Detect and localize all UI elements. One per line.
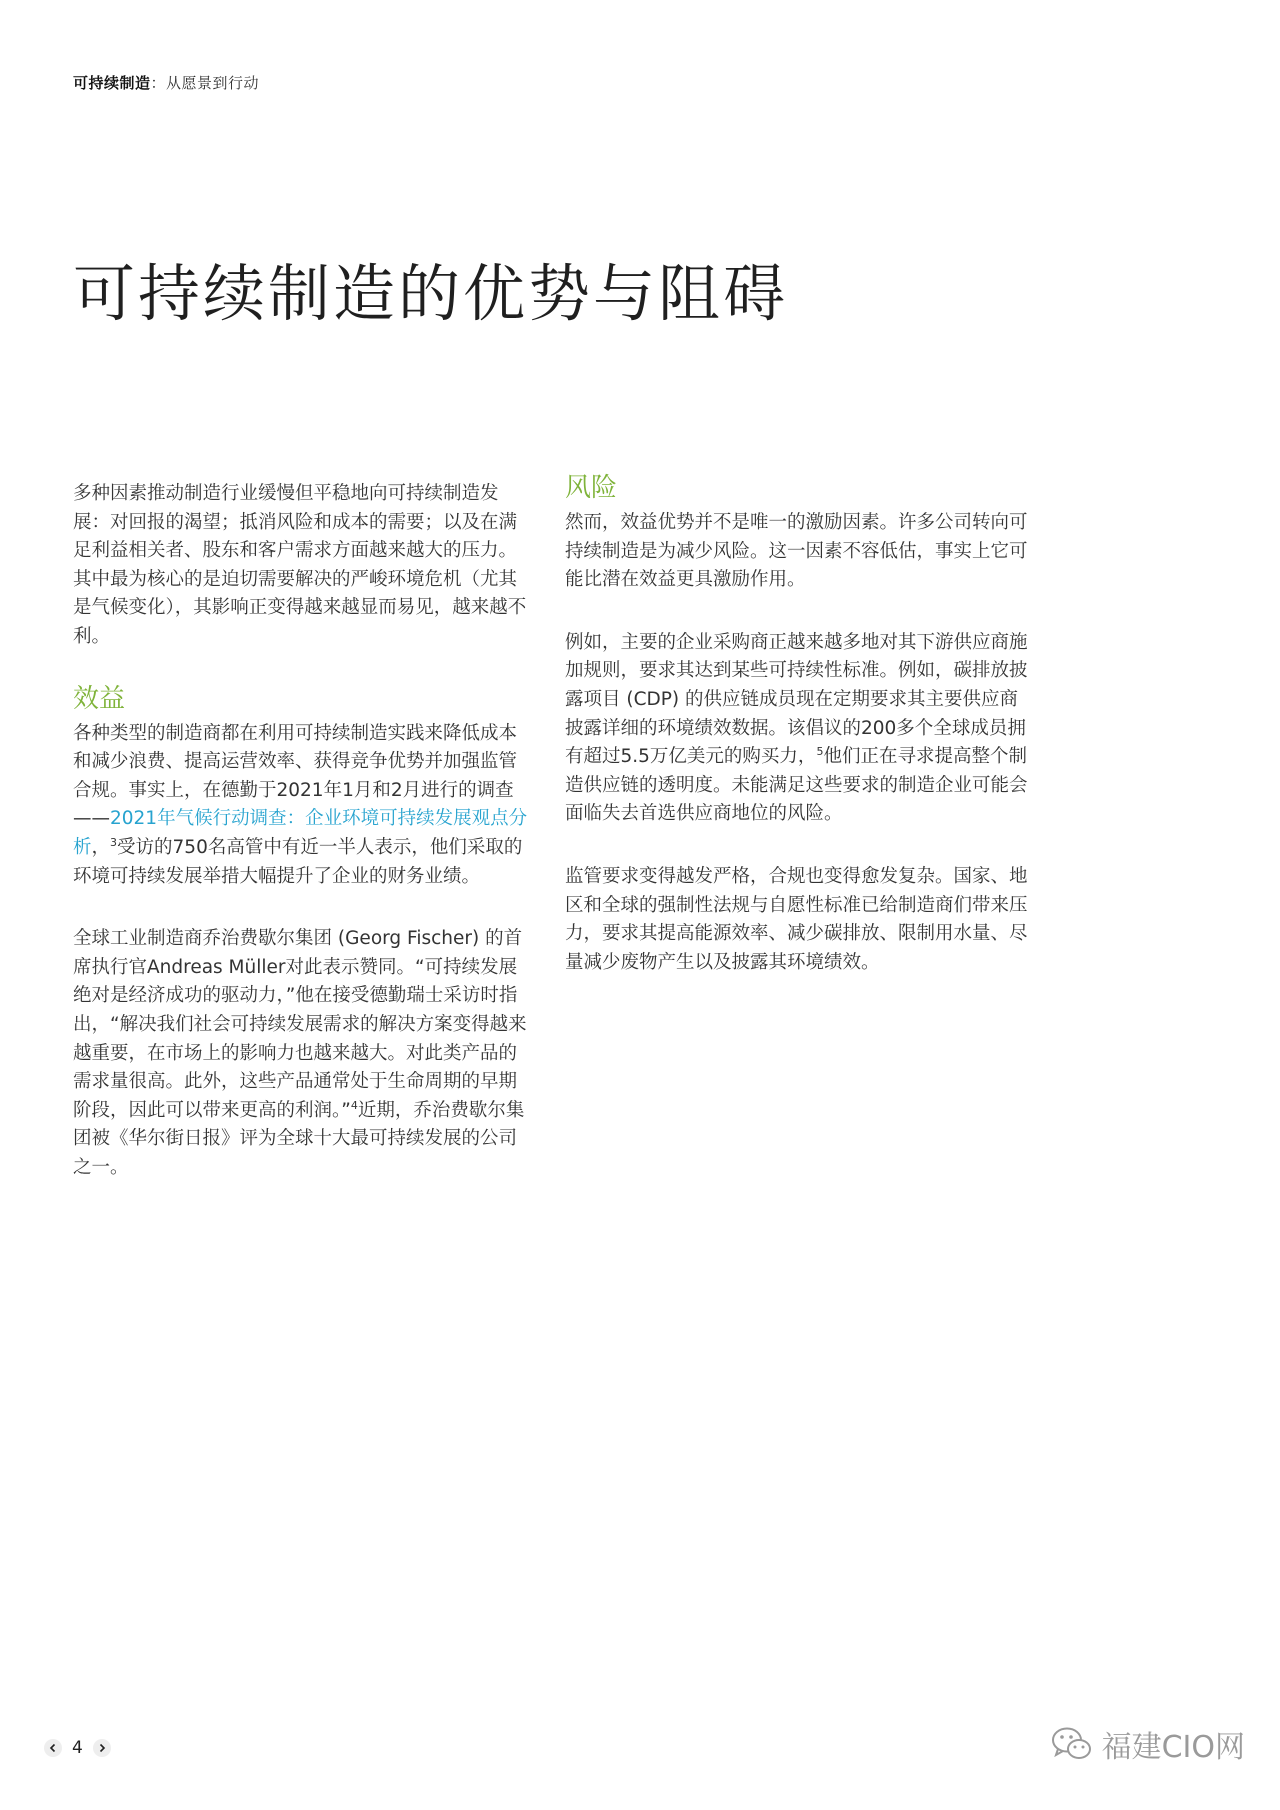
benefits-paragraph-1 [73, 720, 533, 892]
risk-paragraph-2 [565, 629, 1035, 829]
benefits-p2-text: 全球工业制造商乔治费歇尔集团 (Georg Fischer) 的首席执行官Andreas Müller对此表示赞同。“可持续发展绝对是经济成功的驱动力，”他在接受德勤瑞士采访时指出，“解决我们社会可持续发展需求的解决方案变得越来越重要，在市场上的影响力也越来越大。对此类产品的需求量很高。此外，这些产品通常处于生命周期的早期阶段，因此可以带来更高的利润。” [73, 928, 527, 1121]
benefits-heading: 效益 [73, 683, 126, 714]
page-footer [44, 1738, 111, 1758]
header-bold: 可持续制造 [73, 74, 151, 92]
risk-p2-tail: 他们正在寻求提高整个制造供应链的透明度。未能满足这些要求的制造企业可能会面临失去首选供应商地位的风险。 [565, 746, 1028, 825]
next-page-button[interactable] [93, 1739, 111, 1757]
watermark [1050, 1722, 1245, 1766]
wechat-icon [1050, 1724, 1094, 1764]
header-subtitle: 从愿景到行动 [166, 74, 260, 92]
risk-heading: 风险 [565, 473, 618, 503]
watermark-text: 福建CIO网 [1101, 1730, 1245, 1765]
benefits-p1-text: 各种类型的制造商都在利用可持续制造实践来降低成本和减少浪费、提高运营效率、获得竞争优势并加强监管合规。事实上，在德勤于2021年1月和2月进行的调查—— [73, 722, 518, 830]
right-column [565, 473, 1035, 1011]
risk-paragraph-1: 然而，效益优势并不是唯一的激励因素。许多公司转向可持续制造是为减少风险。这一因素不容低估，事实上它可能比潜在效益更具激励作用。 [565, 512, 1028, 591]
benefits-p1-tail: 受访的750名高管中有近一半人表示，他们采取的环境可持续发展举措大幅提升了企业的财务业绩。 [73, 836, 523, 887]
survey-link[interactable]: 2021年气候行动调查：企业环境可持续发展观点分析 [73, 808, 528, 858]
prev-page-button[interactable] [44, 1739, 62, 1757]
left-column [73, 480, 533, 1216]
benefits-paragraph-2 [73, 925, 533, 1182]
footnote-ref-3: 3 [110, 835, 118, 849]
page-number: 4 [72, 1738, 83, 1758]
chevron-right-icon [97, 1743, 107, 1753]
risk-p2-text: 例如，主要的企业采购商正越来越多地对其下游供应商施加规则，要求其达到某些可持续性标准。例如，碳排放披露项目 (CDP) 的供应链成员现在定期要求其主要供应商披露详细的环境绩效数据。该倡议的200多个全球成员拥有超过5.5万亿美元的购买力， [565, 631, 1028, 768]
header-separator: ： [150, 74, 167, 92]
footnote-ref-4: 4 [350, 1098, 358, 1112]
benefits-p2-tail: 近期，乔治费歇尔集团被《华尔街日报》评为全球十大最可持续发展的公司之一。 [73, 1099, 525, 1178]
running-header [73, 72, 259, 93]
chevron-left-icon [48, 1743, 58, 1753]
page-title: 可持续制造的优势与阻碍 [73, 257, 789, 330]
risk-paragraph-3: 监管要求变得越发严格，合规也变得愈发复杂。国家、地区和全球的强制性法规与自愿性标准已给制造商们带来压力，要求其提高能源效率、减少碳排放、限制用水量、尽量减少废物产生以及披露其环境绩效。 [565, 865, 1028, 973]
intro-paragraph: 多种因素推动制造行业缓慢但平稳地向可持续制造发展：对回报的渴望；抵消风险和成本的需要；以及在满足利益相关者、股东和客户需求方面越来越大的压力。其中最为核心的是迫切需要解决的严峻环境危机（尤其是气候变化），其影响正变得越来越显而易见，越来越不利。 [73, 483, 527, 647]
footnote-ref-5: 5 [816, 745, 824, 758]
benefits-p1-comma: ， [91, 836, 111, 858]
